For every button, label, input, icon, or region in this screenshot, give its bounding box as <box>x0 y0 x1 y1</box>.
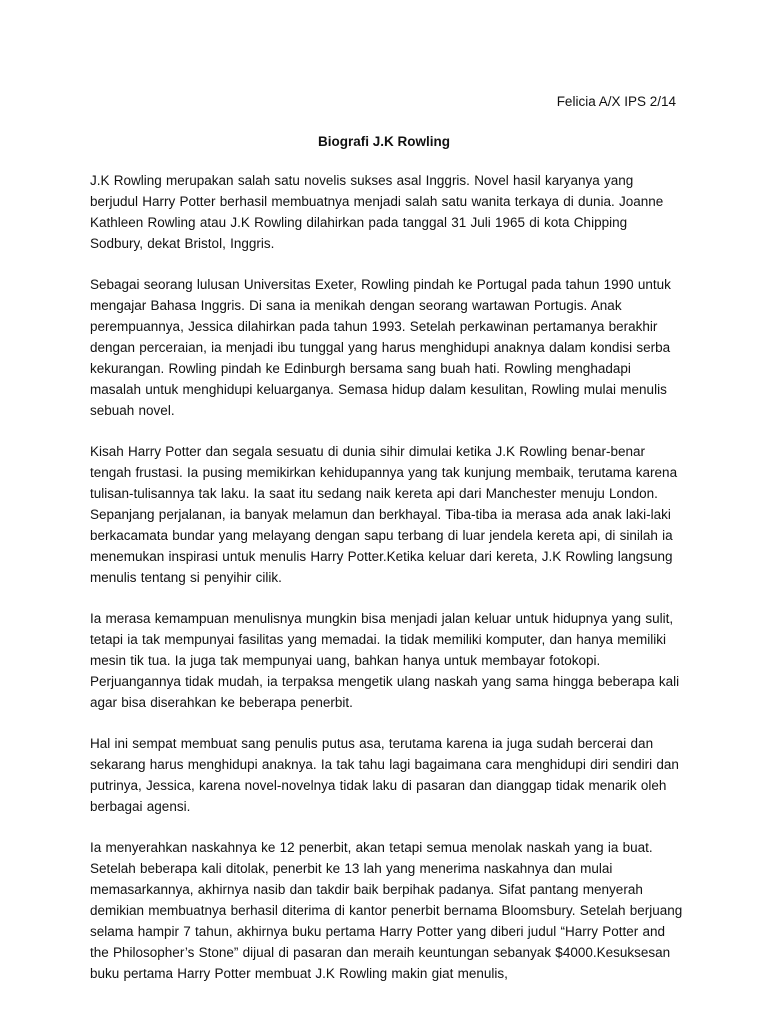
document-body <box>90 170 684 1004</box>
paragraph-struggle: Ia merasa kemampuan menulisnya mungkin bisa menjadi jalan keluar untuk hidupnya yang sulit, tetapi ia tak mempunyai fasilitas yang memadai. Ia tidak memiliki komputer, dan hanya memiliki mesin tik tua. Ia juga tak mempunyai uang, bahkan hanya untuk membayar fotokopi. Perjuangannya tidak mudah, ia terpaksa mengetik ulang naskah yang sama hingga beberapa kali agar bisa diserahkan ke beberapa penerbit. <box>90 611 680 710</box>
paragraph-inspiration: Kisah Harry Potter dan segala sesuatu di dunia sihir dimulai ketika J.K Rowling benar-benar tengah frustasi. Ia pusing memikirkan kehidupannya yang tak kunjung membaik, terutama karena tulisan-tulisannya tak laku. Ia saat itu sedang naik kereta api dari Manchester menuju London. Sepanjang perjalanan, ia banyak melamun dan berkhayal. Tiba-tiba ia merasa ada anak laki-laki berkacamata bundar yang melayang dengan sapu terbang di luar jendela kereta api, di sinilah ia menemukan inspirasi untuk menulis Harry Potter.Ketika keluar dari kereta, J.K Rowling langsung menulis tentang si penyihir cilik. <box>90 444 678 585</box>
paragraph-intro: J.K Rowling merupakan salah satu novelis sukses asal Inggris. Novel hasil karyanya yang berjudul Harry Potter berhasil membuatnya menjadi salah satu wanita terkaya di dunia. Joanne Kathleen Rowling atau J.K Rowling dilahirkan pada tanggal 31 Juli 1965 di kota Chipping Sodbury, dekat Bristol, Inggris. <box>90 173 664 251</box>
paragraph-early-life: Sebagai seorang lulusan Universitas Exeter, Rowling pindah ke Portugal pada tahun 1990 untuk mengajar Bahasa Inggris. Di sana ia menikah dengan seorang wartawan Portugis. Anak perempuannya, Jessica dilahirkan pada tahun 1993. Setelah perkawinan pertamanya berakhir dengan perceraian, ia menjadi ibu tunggal yang harus menghidupi anaknya dalam kondisi serba kekurangan. Rowling pindah ke Edinburgh bersama sang buah hati. Rowling menghadapi masalah untuk menghidupi keluarganya. Semasa hidup dalam kesulitan, Rowling mulai menulis sebuah novel. <box>90 277 671 418</box>
paragraph-despair: Hal ini sempat membuat sang penulis putus asa, terutama karena ia juga sudah bercerai dan sekarang harus menghidupi anaknya. Ia tak tahu lagi bagaimana cara menghidupi diri sendiri dan putrinya, Jessica, karena novel-novelnya tidak laku di pasaran dan dianggap tidak menarik oleh berbagai agensi. <box>90 736 679 814</box>
paragraph-publishing: Ia menyerahkan naskahnya ke 12 penerbit, akan tetapi semua menolak naskah yang ia buat. Setelah beberapa kali ditolak, penerbit ke 13 lah yang menerima naskahnya dan mulai memasarkannya, akhirnya nasib dan takdir baik berpihak padanya. Sifat pantang menyerah demikian membuatnya berhasil diterima di kantor penerbit bernama Bloomsbury. Setelah berjuang selama hampir 7 tahun, akhirnya buku pertama Harry Potter yang diberi judul “Harry Potter and the Philosopher’s Stone” dijual di pasaran dan meraih keuntungan sebanyak $4000.Kesuksesan buku pertama Harry Potter membuat J.K Rowling makin giat menulis, <box>90 840 683 981</box>
document-title: Biografi J.K Rowling <box>317 134 450 149</box>
author-class-header: Felicia A/X IPS 2/14 <box>556 94 676 109</box>
